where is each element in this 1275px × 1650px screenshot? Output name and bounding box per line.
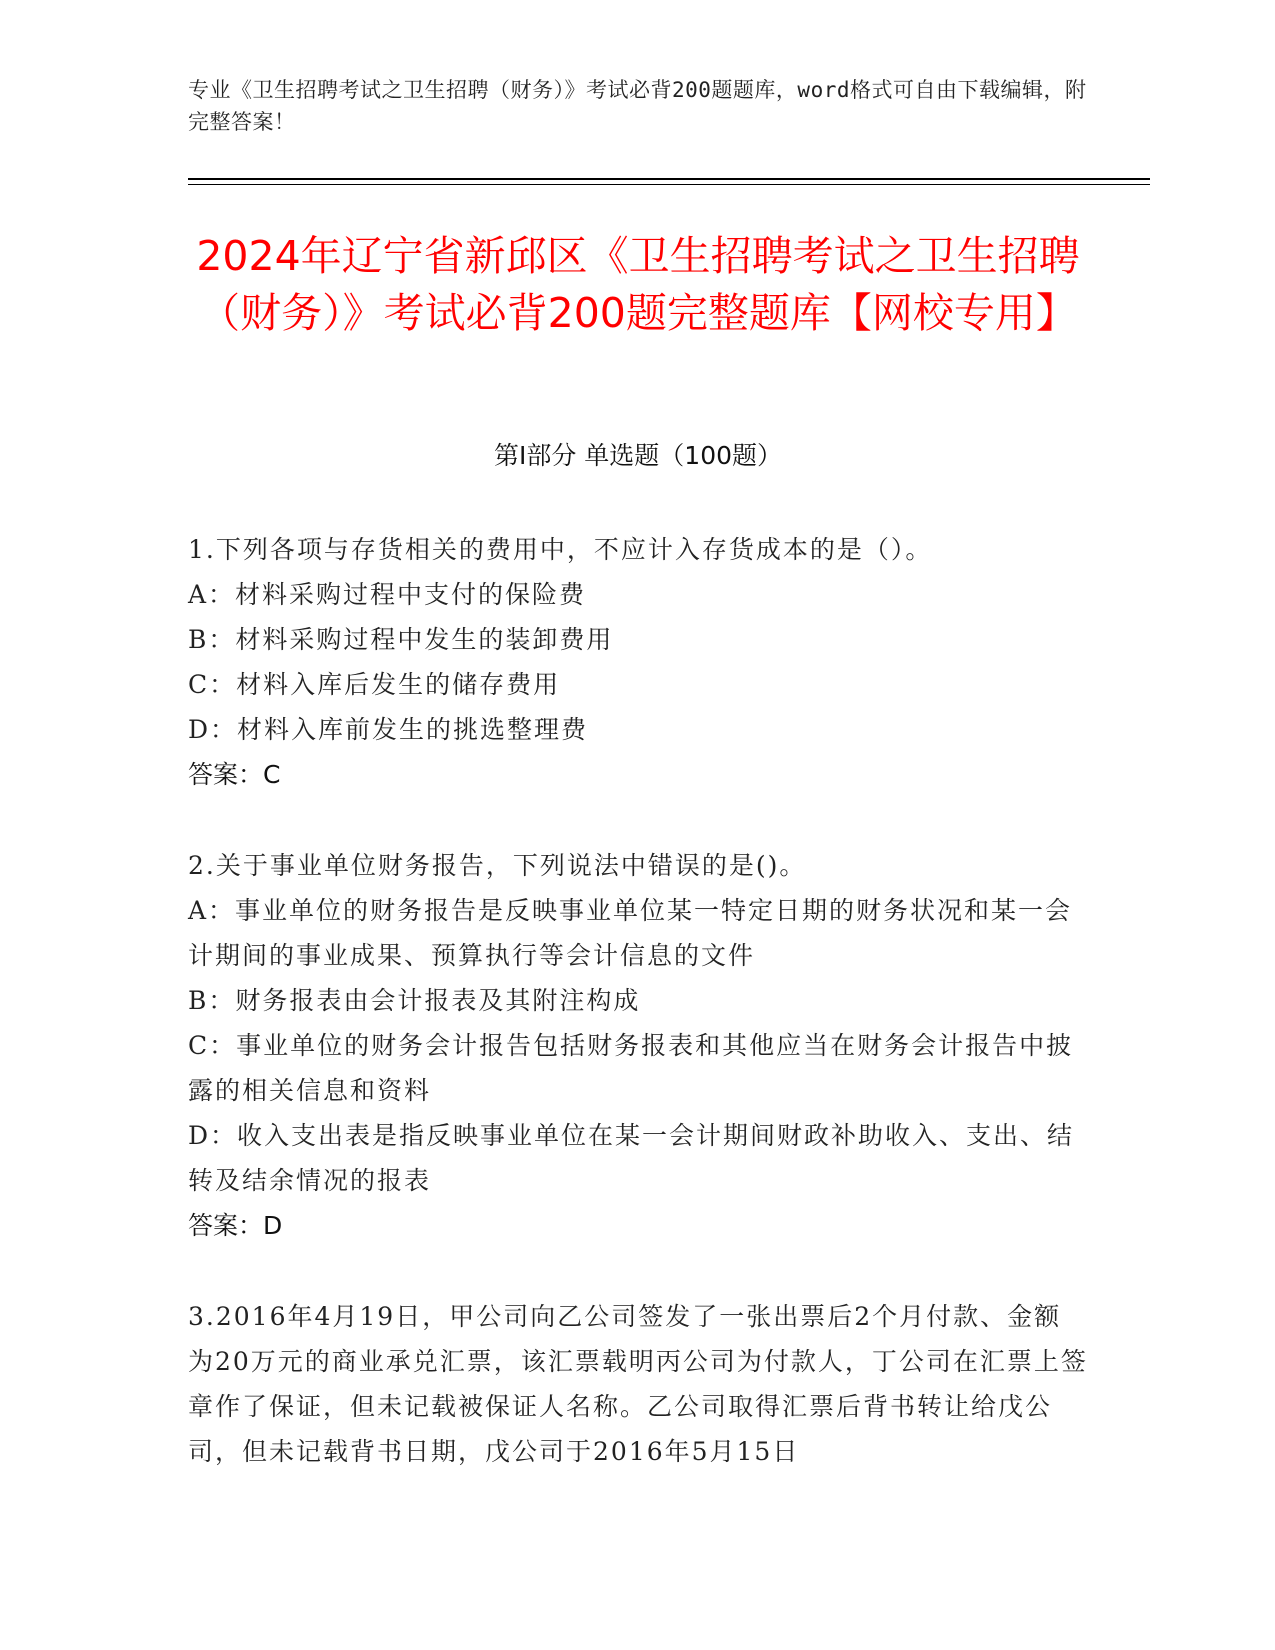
- header-note: 专业《卫生招聘考试之卫生招聘（财务）》考试必背200题题库，word格式可自由下载编辑，附完整答案！: [188, 78, 1087, 134]
- option-a: A：事业单位的财务报告是反映事业单位某一特定日期的财务状况和某一会计期间的事业成果、预算执行等会计信息的文件: [188, 896, 1073, 970]
- question-3: [188, 1294, 1088, 1474]
- option-d: D：材料入库前发生的挑选整理费: [188, 715, 589, 744]
- document-title: 2024年辽宁省新邱区《卫生招聘考试之卫生招聘（财务）》考试必背200题完整题库【网校专用】: [196, 232, 1080, 337]
- question-2: [188, 843, 1088, 1248]
- question-1: [188, 527, 1088, 797]
- question-list: [188, 527, 1088, 1520]
- option-c: C：材料入库后发生的储存费用: [188, 670, 561, 699]
- option-c: C：事业单位的财务会计报告包括财务报表和其他应当在财务会计报告中披露的相关信息和资料: [188, 1031, 1074, 1105]
- option-a: A：材料采购过程中支付的保险费: [188, 580, 587, 609]
- answer: 答案：C: [188, 760, 281, 789]
- header-divider-thin: [188, 184, 1150, 185]
- header-divider-thick: [188, 178, 1150, 180]
- question-stem: 3.2016年4月19日，甲公司向乙公司签发了一张出票后2个月付款、金额为20万元的商业承兑汇票，该汇票载明丙公司为付款人，丁公司在汇票上签章作了保证，但未记载被保证人名称。乙公司取得汇票后背书转让给戊公司，但未记载背书日期，戊公司于2016年5月15日: [188, 1302, 1088, 1466]
- section-title: 第Ⅰ部分 单选题（100题）: [493, 441, 783, 470]
- option-b: B：材料采购过程中发生的装卸费用: [188, 625, 614, 654]
- option-b: B：财务报表由会计报表及其附注构成: [188, 986, 641, 1015]
- option-d: D：收入支出表是指反映事业单位在某一会计期间财政补助收入、支出、结转及结余情况的报表: [188, 1121, 1075, 1195]
- question-stem: 2.关于事业单位财务报告，下列说法中错误的是()。: [188, 851, 807, 880]
- question-stem: 1.下列各项与存货相关的费用中，不应计入存货成本的是（）。: [188, 535, 933, 564]
- answer: 答案：D: [188, 1211, 283, 1240]
